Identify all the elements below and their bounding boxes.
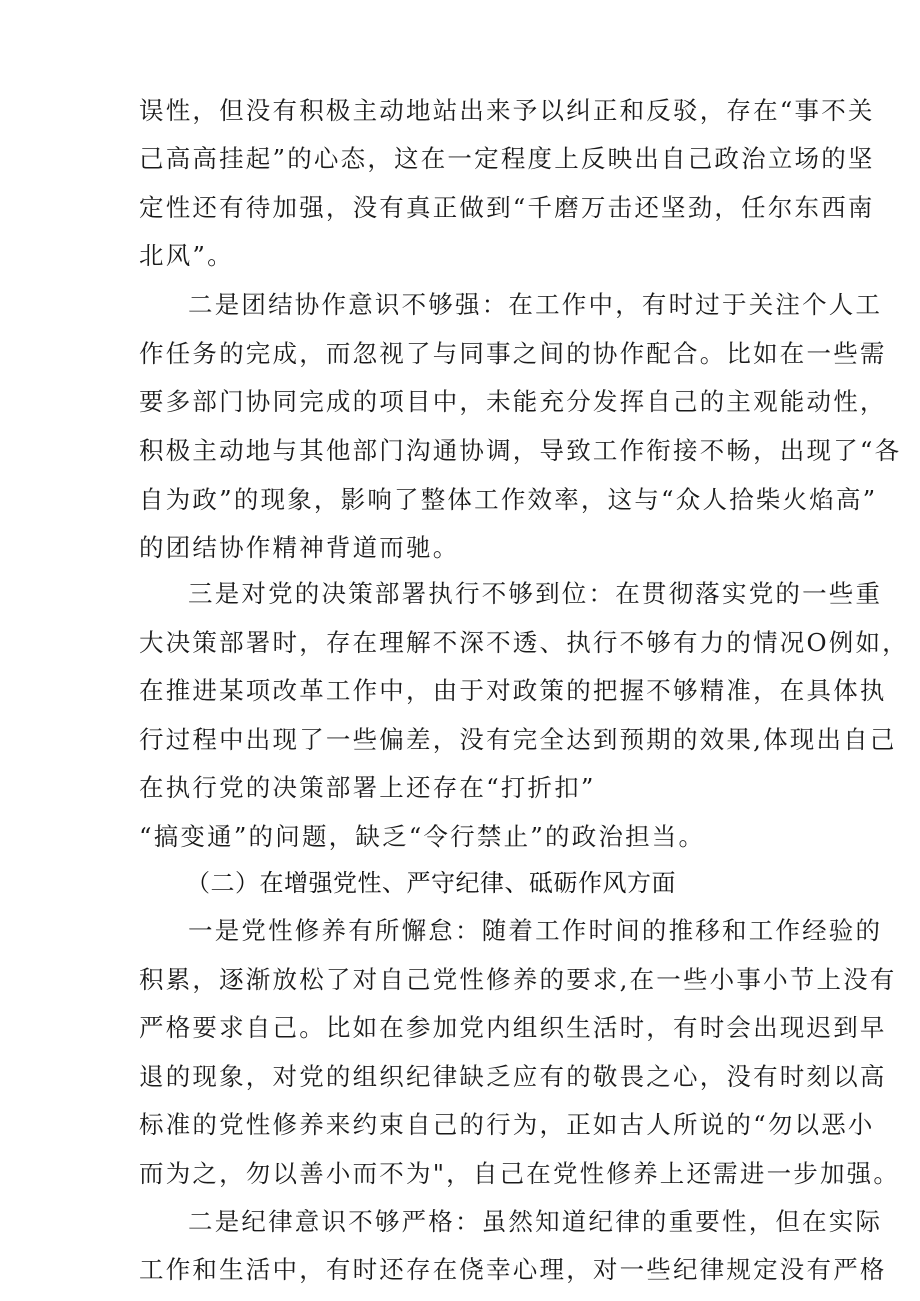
paragraph-line: 行过程中出现了一些偏差，没有完全达到预期的效果,体现出自己	[139, 725, 897, 754]
paragraph-line: 二是团结协作意识不够强：在工作中，有时过于关注个人工	[188, 290, 883, 319]
paragraph-line: 大决策部署时，存在理解不深不透、执行不够有力的情况O例如，	[139, 628, 909, 657]
paragraph-line: 退的现象，对党的组织纪律缺乏应有的敬畏之心，没有时刻以高	[139, 1062, 887, 1091]
paragraph-line: “搞变通”的问题，缺乏“令行禁止”的政治担当。	[139, 822, 706, 851]
paragraph-line: 积累，逐渐放松了对自己党性修养的要求,在一些小事小节上没有	[139, 965, 897, 994]
paragraph-line: 在推进某项改革工作中，由于对政策的把握不够精准，在具体执	[139, 676, 887, 705]
paragraph-line: 误性，但没有积极主动地站出来予以纠正和反驳，存在“事不关	[139, 96, 875, 125]
paragraph-line: 定性还有待加强，没有真正做到“千磨万击还坚劲，任尔东西南	[139, 193, 875, 222]
paragraph-line: 自为政”的现象，影响了整体工作效率，这与“众人拾柴火焰高”	[139, 485, 878, 514]
paragraph-line: 己高高挂起”的心态，这在一定程度上反映出自己政治立场的坚	[139, 144, 875, 173]
section-heading: （二）在增强党性、严守纪律、砥砺作风方面	[186, 869, 676, 897]
paragraph-line: 积极主动地与其他部门沟通协调，导致工作衔接不畅，出现了“各	[139, 436, 902, 465]
paragraph-line: 工作和生活中，有时还存在侥幸心理，对一些纪律规定没有严格	[139, 1255, 887, 1284]
paragraph-line: 标准的党性修养来约束自己的行为，正如古人所说的“勿以恶小	[139, 1110, 875, 1139]
paragraph-line: 一是党性修养有所懈怠：随着工作时间的推移和工作经验的	[188, 916, 883, 945]
paragraph-line: 北风”。	[139, 241, 234, 270]
paragraph-line: 要多部门协同完成的项目中，未能充分发挥自己的主观能动性，	[139, 387, 887, 416]
paragraph-line: 二是纪律意识不够严格：虽然知道纪律的重要性，但在实际	[188, 1207, 883, 1236]
paragraph-line: 作任务的完成，而忽视了与同事之间的协作配合。比如在一些需	[139, 339, 887, 368]
paragraph-line: 的团结协作精神背道而驰。	[139, 533, 460, 562]
paragraph-line: 三是对党的决策部署执行不够到位：在贯彻落实党的一些重	[188, 579, 883, 608]
paragraph-line: 而为之，勿以善小而不为"，自己在党性修养上还需进一步加强。	[139, 1159, 901, 1188]
paragraph-line: 严格要求自己。比如在参加党内组织生活时，有时会出现迟到早	[139, 1013, 887, 1042]
paragraph-line: 在执行党的决策部署上还存在“打折扣”	[139, 773, 596, 802]
